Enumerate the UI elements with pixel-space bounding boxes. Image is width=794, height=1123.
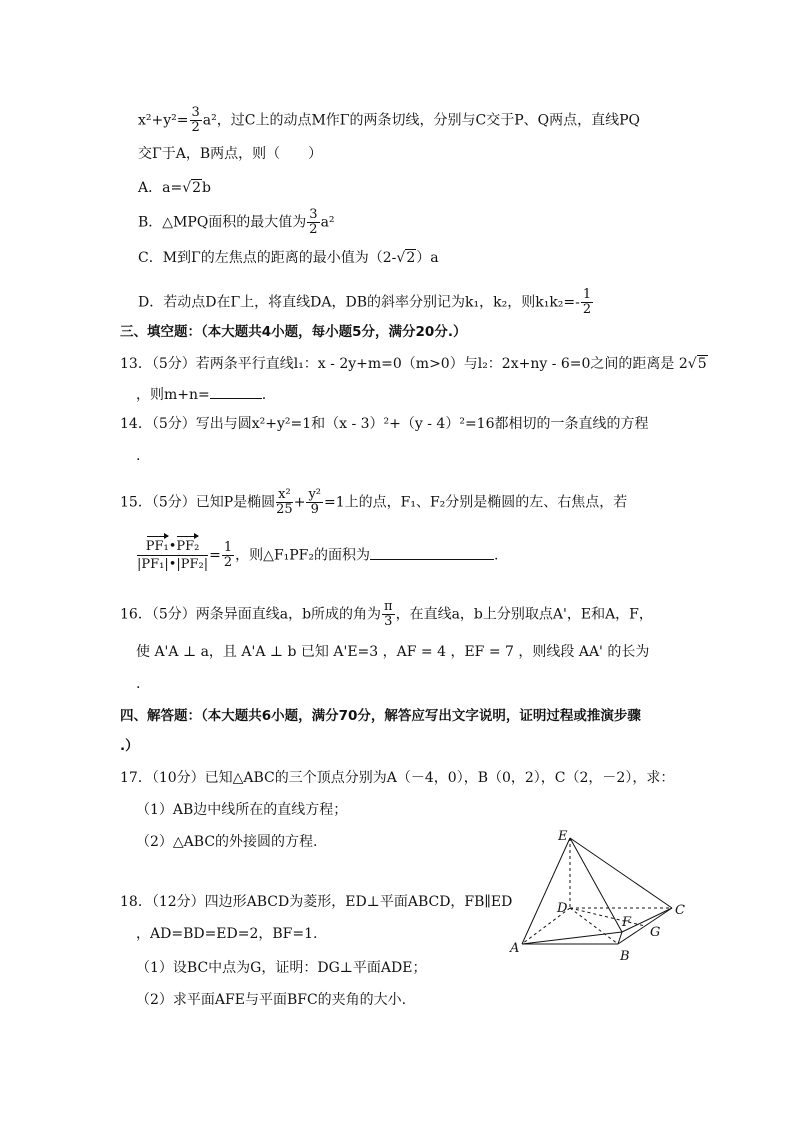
edge-ea (522, 838, 570, 944)
option-a-radicand: 2 (192, 180, 202, 196)
label-f: F (622, 915, 632, 930)
option-d-label: D． (138, 294, 164, 311)
q16-post: ，在直线a，b上分别取点A'，E和A，F， (395, 606, 653, 623)
edge-ef (570, 838, 622, 932)
option-d-frac-den: 2 (582, 302, 592, 317)
q17-part2: （2）△ABC的外接圆的方程. (136, 834, 318, 850)
q13-answer-blank (210, 384, 262, 399)
q12-line1 (138, 106, 640, 135)
q15-plus: + (293, 494, 306, 511)
q15-line2 (136, 538, 498, 573)
option-c-post: ）a (416, 250, 439, 266)
q15-line1 (120, 488, 627, 517)
q16-frac-num: π (384, 599, 393, 614)
q17-line1: 17．（10分）已知△ABC的三个顶点分别为A（－4，0），B（0，2），C（2，－2），求： (120, 770, 675, 786)
dot-operator: • (168, 539, 177, 554)
q12-circle-eq: x²+y²= (138, 112, 189, 129)
option-a-label: A． (138, 180, 163, 196)
q12-option-d (138, 288, 594, 317)
q15-half-num: 1 (223, 540, 233, 555)
q12-option-a (138, 178, 211, 198)
q18-part2: （2）求平面AFE与平面BFC的夹角的大小. (136, 992, 407, 1008)
q13-sqrt: √5 (687, 356, 707, 372)
option-c-label: C． (138, 250, 163, 266)
q15-answer-blank (370, 545, 494, 560)
q16-pre: 16．（5分）两条异面直线a，b所成的角为 (120, 606, 382, 623)
option-d-k: k₁k₂=- (535, 294, 580, 311)
q13-line2 (136, 384, 266, 405)
q15-pre: 15．（5分）已知P是椭圆 (120, 494, 276, 511)
vector-pf1: PF₁ (145, 539, 169, 554)
edge-af (522, 932, 622, 944)
q15-vector-den: |PF₁|•|PF₂| (137, 557, 209, 572)
q15-frac-x-den: 25 (276, 502, 293, 517)
q15-frac-y-den: 9 (310, 502, 319, 517)
q13-text: 13．（5分）若两条平行直线l₁：x - 2y+m=0（m>0）与l₂：2x+ny - 6=0之间的距离是 2 (120, 356, 688, 372)
q15-frac-y (306, 488, 323, 517)
q17-part1: （1）AB边中线所在的直线方程； (136, 802, 348, 818)
q15-vector-num (137, 538, 208, 556)
q15-tail: ，则△F₁PF₂的面积为 (235, 547, 371, 564)
option-b-text: △MPQ面积的最大值为 (162, 214, 307, 231)
q13-line2-post: . (261, 387, 267, 403)
q12-frac-den: 2 (191, 120, 200, 135)
q12-a2: a² (202, 112, 217, 129)
q16-frac-den: 3 (384, 614, 393, 629)
q15-frac-x-num: x² (278, 487, 291, 502)
q12-option-b (138, 208, 335, 237)
q15-eq: = (209, 547, 221, 564)
q18-part1: （1）设BC中点为G，证明：DG⊥平面ADE； (136, 960, 427, 976)
q13-radicand: 5 (697, 356, 707, 372)
q14-line1: 14．（5分）写出与圆x²+y²=1和（x - 3）²+（y - 4）²=16都相切的一条直线的方程 (120, 416, 649, 432)
option-b-frac-den: 2 (309, 222, 318, 237)
q16-frac (382, 600, 395, 629)
label-e: E (558, 829, 568, 844)
option-d-frac (581, 288, 593, 317)
option-d-text: 若动点D在Γ上，将直线DA，DB的斜率分别记为k₁，k₂，则 (163, 294, 536, 311)
pyramid-figure (508, 826, 698, 966)
q12-frac-num: 3 (191, 105, 200, 120)
q15-half-frac (222, 541, 234, 570)
option-b-frac-num: 3 (309, 207, 318, 222)
option-a-post: b (202, 180, 212, 196)
label-a: A (510, 941, 520, 956)
q16-line1 (120, 600, 653, 629)
q16-line3: . (136, 676, 141, 692)
q12-line1-tail: ，过C上的动点M作Γ的两条切线，分别与C交于P、Q两点，直线PQ (216, 112, 641, 129)
option-c-sqrt: √2 (396, 250, 416, 266)
label-b: B (620, 949, 630, 964)
q18-line2: ，AD=BD=ED=2，BF=1. (136, 926, 318, 942)
q13-line1 (120, 354, 708, 374)
q14-line2: . (136, 448, 141, 464)
option-b-frac (307, 208, 319, 237)
q12-line2: 交Γ于A，B两点，则（ ） (138, 146, 323, 162)
q15-frac-y-num: y² (308, 487, 321, 502)
vector-pf2: PF₂ (176, 539, 200, 554)
option-b-post: a² (320, 214, 335, 231)
option-d-frac-num: 1 (582, 287, 592, 302)
option-c-radicand: 2 (406, 250, 416, 266)
section-4-title: 四、解答题：（本大题共6小题，满分70分，解答应写出文字说明，证明过程或推演步骤 (120, 708, 641, 724)
q15-vector-frac (137, 538, 208, 573)
q13-line2-pre: ，则m+n= (136, 387, 210, 403)
q12-frac (190, 106, 202, 135)
option-b-label: B． (138, 214, 163, 231)
option-a-pre: a= (162, 180, 183, 196)
q18-line1: 18．（12分）四边形ABCD为菱形，ED⊥平面ABCD，FB∥ED (120, 894, 513, 910)
q15-half-den: 2 (223, 555, 233, 570)
edge-ec (570, 838, 672, 908)
q15-end: . (494, 547, 499, 564)
option-c-text: M到Γ的左焦点的距离的最小值为（2- (162, 250, 397, 266)
q12-option-c (138, 248, 439, 268)
q16-line2: 使 A'A ⊥ a，且 A'A ⊥ b 已知 A'E=3 ，AF = 4 ，EF = 7 ，则线段 AA' 的长为 (136, 644, 650, 660)
section-4-title-cont: .） (120, 738, 139, 754)
q15-frac-x (276, 488, 293, 517)
q15-post: =1上的点，F₁、F₂分别是椭圆的左、右焦点，若 (324, 494, 628, 511)
label-g: G (650, 925, 661, 940)
label-c: C (675, 903, 685, 918)
section-3-title: 三、填空题：（本大题共4小题，每小题5分，满分20分.） (120, 324, 467, 340)
label-d: D (557, 901, 568, 916)
option-a-sqrt: √2 (182, 180, 202, 196)
